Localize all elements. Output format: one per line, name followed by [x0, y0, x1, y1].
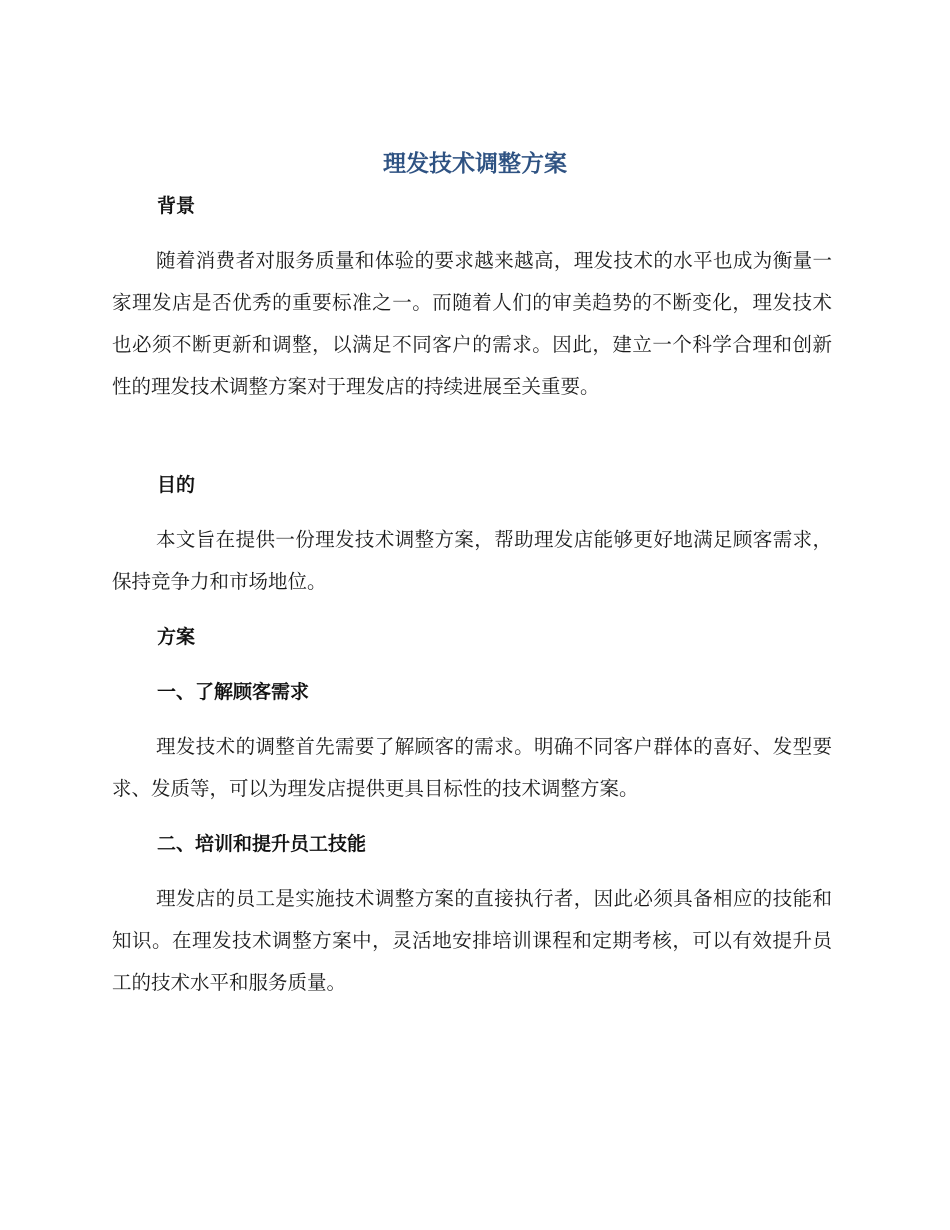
paragraph-purpose: 本文旨在提供一份理发技术调整方案，帮助理发店能够更好地满足顾客需求，保持竞争力和市场地位。 — [112, 528, 832, 593]
section-heading-plan: 方案 — [157, 626, 196, 648]
document-title: 理发技术调整方案 — [383, 151, 567, 177]
paragraph-background: 随着消费者对服务质量和体验的要求越来越高，理发技术的水平也成为衡量一家理发店是否优秀的重要标准之一。而随着人们的审美趋势的不断变化，理发技术也必须不断更新和调整，以满足不同客户的需求。因此，建立一个科学合理和创新性的理发技术调整方案对于理发店的持续进展至关重要。 — [112, 249, 832, 398]
paragraph-step1: 理发技术的调整首先需要了解顾客的需求。明确不同客户群体的喜好、发型要求、发质等，可以为理发店提供更具目标性的技术调整方案。 — [112, 735, 832, 800]
section-heading-background: 背景 — [157, 195, 196, 217]
section-heading-step1: 一、了解顾客需求 — [157, 681, 310, 703]
section-heading-step2: 二、培训和提升员工技能 — [157, 833, 367, 855]
paragraph-step2: 理发店的员工是实施技术调整方案的直接执行者，因此必须具备相应的技能和知识。在理发技术调整方案中，灵活地安排培训课程和定期考核，可以有效提升员工的技术水平和服务质量。 — [112, 887, 832, 994]
section-heading-purpose: 目的 — [157, 474, 196, 496]
